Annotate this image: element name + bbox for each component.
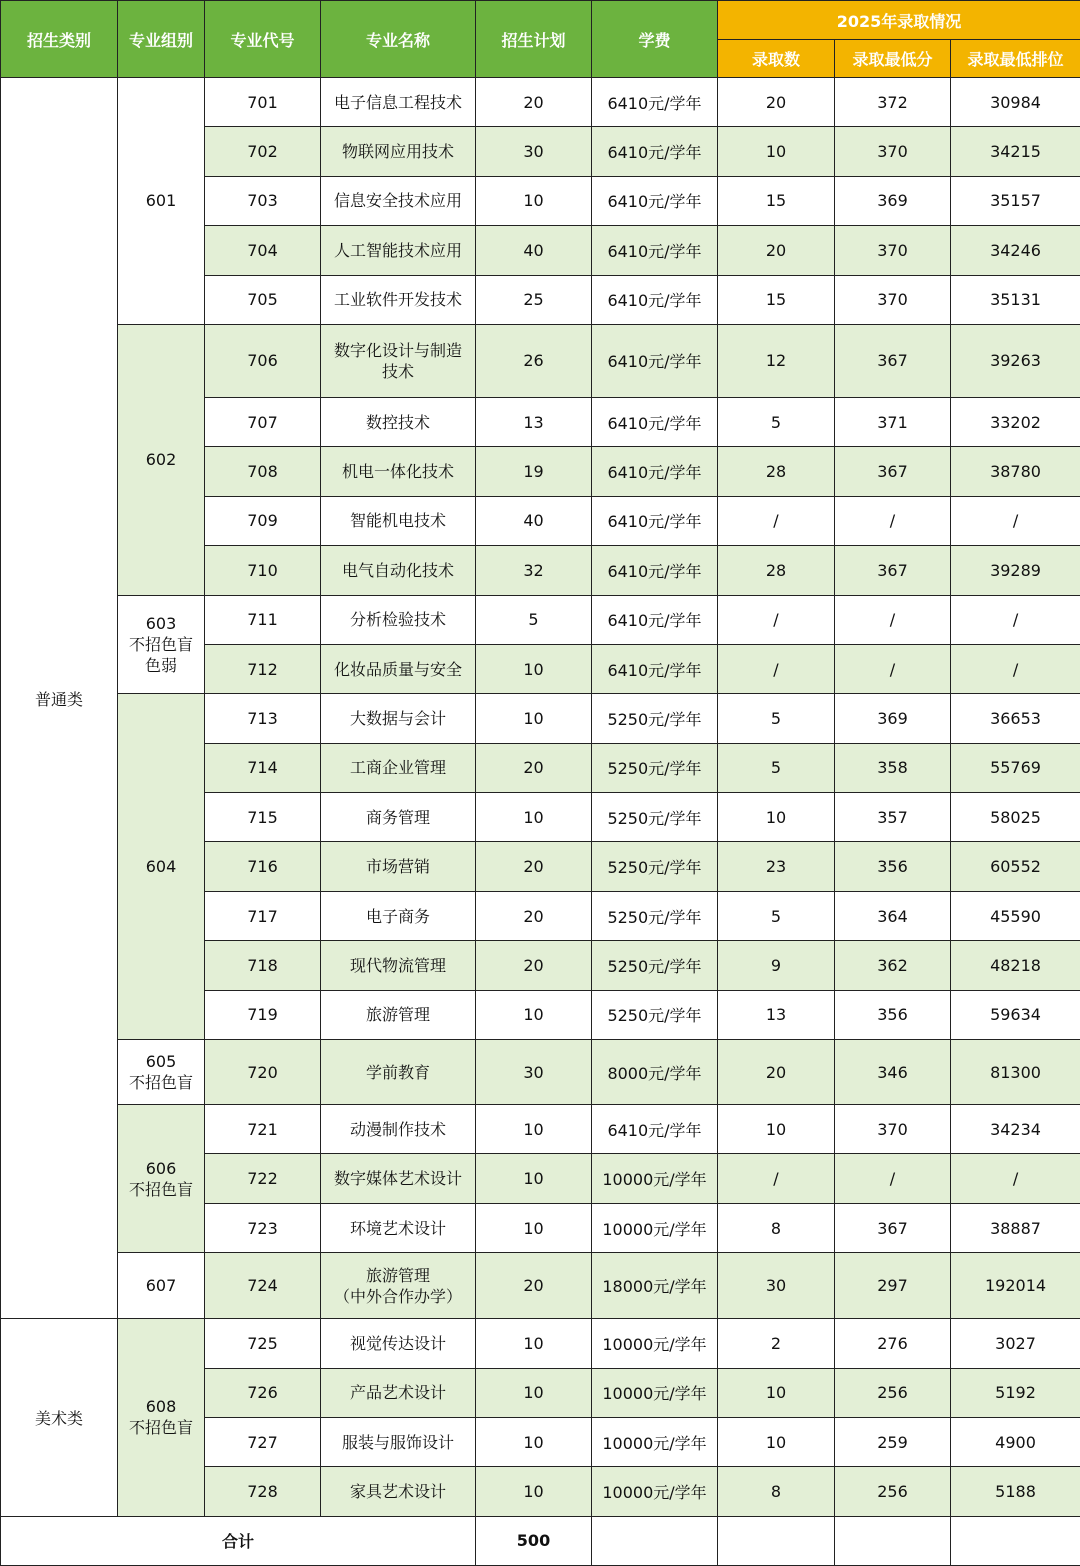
major-name-line: 大数据与会计	[323, 708, 473, 729]
plan-cell: 10	[476, 1154, 592, 1203]
admitted-cell: 30	[718, 1253, 835, 1319]
table-row	[1, 78, 1080, 127]
group-line: 603	[120, 613, 202, 634]
code-cell: 728	[205, 1467, 321, 1516]
min-rank-cell: 60552	[951, 842, 1080, 891]
code-cell: 701	[205, 78, 321, 127]
major-name-cell	[321, 275, 476, 324]
major-name-line: （中外合作办学）	[323, 1286, 473, 1307]
admitted-cell: 5	[718, 743, 835, 792]
min-score-cell: 362	[835, 941, 951, 990]
major-name-cell	[321, 324, 476, 397]
fee-cell: 6410元/学年	[592, 397, 718, 446]
admitted-cell: /	[718, 1154, 835, 1203]
major-name-cell	[321, 496, 476, 545]
major-name-line: 环境艺术设计	[323, 1218, 473, 1239]
min-rank-cell: 3027	[951, 1319, 1080, 1368]
min-rank-cell: 5192	[951, 1368, 1080, 1417]
fee-cell: 6410元/学年	[592, 176, 718, 225]
min-score-cell: 297	[835, 1253, 951, 1319]
major-name-cell	[321, 546, 476, 595]
plan-cell: 5	[476, 595, 592, 644]
major-name-line: 商务管理	[323, 807, 473, 828]
plan-cell: 25	[476, 275, 592, 324]
major-name-cell	[321, 1319, 476, 1368]
min-score-cell: 370	[835, 127, 951, 176]
code-cell: 724	[205, 1253, 321, 1319]
min-rank-cell: 38887	[951, 1203, 1080, 1252]
plan-cell: 40	[476, 226, 592, 275]
min-score-cell: 367	[835, 447, 951, 496]
major-name-line: 家具艺术设计	[323, 1481, 473, 1502]
min-score-cell: 370	[835, 226, 951, 275]
min-score-cell: /	[835, 1154, 951, 1203]
plan-cell: 10	[476, 1105, 592, 1154]
admitted-cell: 5	[718, 891, 835, 940]
table-row	[1, 1105, 1080, 1154]
table-row	[1, 694, 1080, 743]
min-score-cell: 370	[835, 275, 951, 324]
min-score-cell: 367	[835, 324, 951, 397]
major-name-cell	[321, 1253, 476, 1319]
admitted-cell: 5	[718, 397, 835, 446]
min-rank-cell: 192014	[951, 1253, 1080, 1319]
min-rank-cell: /	[951, 595, 1080, 644]
fee-cell: 6410元/学年	[592, 324, 718, 397]
plan-cell: 10	[476, 793, 592, 842]
plan-cell: 10	[476, 1368, 592, 1417]
plan-cell: 20	[476, 891, 592, 940]
min-rank-cell: 58025	[951, 793, 1080, 842]
fee-cell: 5250元/学年	[592, 743, 718, 792]
admitted-cell: 28	[718, 546, 835, 595]
code-cell: 725	[205, 1319, 321, 1368]
major-name-line: 电子商务	[323, 906, 473, 927]
group-line: 不招色盲	[120, 1179, 202, 1200]
major-name-line: 人工智能技术应用	[323, 240, 473, 261]
code-cell: 716	[205, 842, 321, 891]
major-name-cell	[321, 1467, 476, 1516]
major-name-line: 物联网应用技术	[323, 141, 473, 162]
header-min-rank: 录取最低排位	[951, 40, 1080, 78]
fee-cell: 6410元/学年	[592, 78, 718, 127]
table-row	[1, 1253, 1080, 1319]
group-line: 604	[120, 856, 202, 877]
admitted-cell: 20	[718, 78, 835, 127]
major-name-cell	[321, 793, 476, 842]
header-min-score: 录取最低分	[835, 40, 951, 78]
group-cell	[118, 1105, 205, 1253]
min-score-cell: 369	[835, 694, 951, 743]
group-cell	[118, 78, 205, 325]
min-score-cell: 372	[835, 78, 951, 127]
total-empty-cell	[835, 1516, 951, 1565]
major-name-cell	[321, 176, 476, 225]
group-cell	[118, 1040, 205, 1105]
min-score-cell: 369	[835, 176, 951, 225]
major-name-cell	[321, 447, 476, 496]
code-cell: 715	[205, 793, 321, 842]
plan-cell: 20	[476, 78, 592, 127]
fee-cell: 6410元/学年	[592, 496, 718, 545]
major-name-cell	[321, 891, 476, 940]
admitted-cell: 10	[718, 127, 835, 176]
min-rank-cell: 35131	[951, 275, 1080, 324]
header-fee: 学费	[592, 1, 718, 78]
category-cell: 普通类	[1, 78, 118, 1319]
admitted-cell: 10	[718, 1368, 835, 1417]
major-name-line: 电子信息工程技术	[323, 92, 473, 113]
header-code: 专业代号	[205, 1, 321, 78]
fee-cell: 6410元/学年	[592, 275, 718, 324]
fee-cell: 6410元/学年	[592, 447, 718, 496]
min-rank-cell: 39289	[951, 546, 1080, 595]
min-score-cell: 256	[835, 1467, 951, 1516]
major-name-cell	[321, 644, 476, 693]
plan-cell: 10	[476, 990, 592, 1039]
fee-cell: 10000元/学年	[592, 1368, 718, 1417]
plan-cell: 10	[476, 1203, 592, 1252]
code-cell: 704	[205, 226, 321, 275]
table-body	[1, 78, 1080, 1517]
category-cell: 美术类	[1, 1319, 118, 1517]
total-empty-cell	[718, 1516, 835, 1565]
major-name-cell	[321, 743, 476, 792]
group-cell	[118, 595, 205, 694]
group-cell	[118, 324, 205, 595]
group-line: 606	[120, 1158, 202, 1179]
table-row	[1, 324, 1080, 397]
code-cell: 718	[205, 941, 321, 990]
plan-cell: 10	[476, 1319, 592, 1368]
admitted-cell: 5	[718, 694, 835, 743]
min-rank-cell: 34246	[951, 226, 1080, 275]
min-rank-cell: 4900	[951, 1417, 1080, 1466]
major-name-cell	[321, 941, 476, 990]
admitted-cell: 20	[718, 1040, 835, 1105]
plan-cell: 10	[476, 694, 592, 743]
header-result-title: 2025年录取情况	[718, 1, 1080, 40]
group-line: 607	[120, 1275, 202, 1296]
major-name-line: 视觉传达设计	[323, 1333, 473, 1354]
admitted-cell: 15	[718, 275, 835, 324]
code-cell: 702	[205, 127, 321, 176]
min-score-cell: /	[835, 496, 951, 545]
code-cell: 711	[205, 595, 321, 644]
min-rank-cell: 36653	[951, 694, 1080, 743]
plan-cell: 10	[476, 1467, 592, 1516]
fee-cell: 5250元/学年	[592, 891, 718, 940]
min-rank-cell: 48218	[951, 941, 1080, 990]
code-cell: 726	[205, 1368, 321, 1417]
group-cell	[118, 1253, 205, 1319]
major-name-line: 学前教育	[323, 1062, 473, 1083]
major-name-cell	[321, 694, 476, 743]
min-rank-cell: 34215	[951, 127, 1080, 176]
code-cell: 710	[205, 546, 321, 595]
header-category: 招生类别	[1, 1, 118, 78]
table-footer	[1, 1516, 1080, 1565]
group-cell	[118, 1319, 205, 1517]
major-name-cell	[321, 397, 476, 446]
group-line: 608	[120, 1396, 202, 1417]
major-name-cell	[321, 1154, 476, 1203]
admitted-cell: 9	[718, 941, 835, 990]
major-name-cell	[321, 127, 476, 176]
major-name-line: 机电一体化技术	[323, 461, 473, 482]
code-cell: 709	[205, 496, 321, 545]
code-cell: 720	[205, 1040, 321, 1105]
min-rank-cell: 81300	[951, 1040, 1080, 1105]
code-cell: 717	[205, 891, 321, 940]
min-rank-cell: 34234	[951, 1105, 1080, 1154]
admitted-cell: 10	[718, 793, 835, 842]
fee-cell: 5250元/学年	[592, 694, 718, 743]
min-score-cell: 259	[835, 1417, 951, 1466]
major-name-cell	[321, 1040, 476, 1105]
min-rank-cell: 33202	[951, 397, 1080, 446]
major-name-cell	[321, 1105, 476, 1154]
min-score-cell: 276	[835, 1319, 951, 1368]
total-label: 合计	[1, 1516, 476, 1565]
plan-cell: 19	[476, 447, 592, 496]
code-cell: 722	[205, 1154, 321, 1203]
fee-cell: 10000元/学年	[592, 1467, 718, 1516]
total-empty-cell	[592, 1516, 718, 1565]
fee-cell: 6410元/学年	[592, 127, 718, 176]
min-score-cell: 356	[835, 990, 951, 1039]
fee-cell: 10000元/学年	[592, 1154, 718, 1203]
major-name-line: 数控技术	[323, 412, 473, 433]
major-name-line: 工商企业管理	[323, 757, 473, 778]
header-admitted: 录取数	[718, 40, 835, 78]
admitted-cell: 23	[718, 842, 835, 891]
major-name-cell	[321, 226, 476, 275]
header-name: 专业名称	[321, 1, 476, 78]
min-rank-cell: 30984	[951, 78, 1080, 127]
group-line: 605	[120, 1051, 202, 1072]
admitted-cell: 28	[718, 447, 835, 496]
min-score-cell: 256	[835, 1368, 951, 1417]
major-name-line: 现代物流管理	[323, 955, 473, 976]
major-name-line: 分析检验技术	[323, 609, 473, 630]
plan-cell: 20	[476, 743, 592, 792]
major-name-cell	[321, 842, 476, 891]
min-score-cell: /	[835, 644, 951, 693]
min-rank-cell: 5188	[951, 1467, 1080, 1516]
admitted-cell: 20	[718, 226, 835, 275]
fee-cell: 10000元/学年	[592, 1417, 718, 1466]
admitted-cell: 2	[718, 1319, 835, 1368]
major-name-line: 产品艺术设计	[323, 1382, 473, 1403]
admitted-cell: 8	[718, 1203, 835, 1252]
fee-cell: 6410元/学年	[592, 1105, 718, 1154]
admitted-cell: /	[718, 644, 835, 693]
plan-cell: 40	[476, 496, 592, 545]
major-name-line: 市场营销	[323, 856, 473, 877]
min-rank-cell: 39263	[951, 324, 1080, 397]
major-name-line: 数字化设计与制造	[323, 340, 473, 361]
major-name-cell	[321, 1203, 476, 1252]
table-row	[1, 1040, 1080, 1105]
min-rank-cell: 45590	[951, 891, 1080, 940]
major-name-line: 智能机电技术	[323, 510, 473, 531]
min-rank-cell: 38780	[951, 447, 1080, 496]
min-score-cell: 356	[835, 842, 951, 891]
plan-cell: 30	[476, 127, 592, 176]
major-name-line: 工业软件开发技术	[323, 289, 473, 310]
table-row	[1, 595, 1080, 644]
admitted-cell: 15	[718, 176, 835, 225]
fee-cell: 5250元/学年	[592, 842, 718, 891]
min-rank-cell: 55769	[951, 743, 1080, 792]
major-name-line: 化妆品质量与安全	[323, 659, 473, 680]
plan-cell: 13	[476, 397, 592, 446]
code-cell: 727	[205, 1417, 321, 1466]
code-cell: 707	[205, 397, 321, 446]
min-score-cell: 358	[835, 743, 951, 792]
major-name-line: 服装与服饰设计	[323, 1432, 473, 1453]
fee-cell: 6410元/学年	[592, 226, 718, 275]
admitted-cell: /	[718, 595, 835, 644]
code-cell: 706	[205, 324, 321, 397]
code-cell: 713	[205, 694, 321, 743]
code-cell: 705	[205, 275, 321, 324]
major-name-cell	[321, 1417, 476, 1466]
admitted-cell: 10	[718, 1105, 835, 1154]
header-group: 专业组别	[118, 1, 205, 78]
fee-cell: 6410元/学年	[592, 644, 718, 693]
major-name-line: 动漫制作技术	[323, 1119, 473, 1140]
admitted-cell: /	[718, 496, 835, 545]
plan-cell: 10	[476, 1417, 592, 1466]
code-cell: 712	[205, 644, 321, 693]
total-row	[1, 1516, 1080, 1565]
group-line: 602	[120, 449, 202, 470]
code-cell: 714	[205, 743, 321, 792]
min-rank-cell: /	[951, 496, 1080, 545]
code-cell: 723	[205, 1203, 321, 1252]
admitted-cell: 8	[718, 1467, 835, 1516]
fee-cell: 5250元/学年	[592, 793, 718, 842]
plan-cell: 26	[476, 324, 592, 397]
total-plan: 500	[476, 1516, 592, 1565]
plan-cell: 10	[476, 644, 592, 693]
fee-cell: 10000元/学年	[592, 1203, 718, 1252]
min-rank-cell: 59634	[951, 990, 1080, 1039]
min-score-cell: 357	[835, 793, 951, 842]
major-name-line: 信息安全技术应用	[323, 190, 473, 211]
group-cell	[118, 694, 205, 1040]
plan-cell: 32	[476, 546, 592, 595]
min-score-cell: 364	[835, 891, 951, 940]
table-header	[1, 1, 1080, 78]
min-score-cell: 371	[835, 397, 951, 446]
group-line: 不招色盲	[120, 1417, 202, 1438]
fee-cell: 18000元/学年	[592, 1253, 718, 1319]
fee-cell: 6410元/学年	[592, 546, 718, 595]
min-score-cell: 346	[835, 1040, 951, 1105]
min-rank-cell: /	[951, 644, 1080, 693]
major-name-line: 旅游管理	[323, 1265, 473, 1286]
min-score-cell: 367	[835, 546, 951, 595]
major-name-cell	[321, 990, 476, 1039]
group-line: 不招色盲	[120, 1072, 202, 1093]
code-cell: 703	[205, 176, 321, 225]
code-cell: 708	[205, 447, 321, 496]
fee-cell: 5250元/学年	[592, 990, 718, 1039]
plan-cell: 10	[476, 176, 592, 225]
fee-cell: 10000元/学年	[592, 1319, 718, 1368]
min-score-cell: 367	[835, 1203, 951, 1252]
plan-cell: 30	[476, 1040, 592, 1105]
min-rank-cell: 35157	[951, 176, 1080, 225]
major-name-cell	[321, 78, 476, 127]
code-cell: 721	[205, 1105, 321, 1154]
min-score-cell: /	[835, 595, 951, 644]
fee-cell: 6410元/学年	[592, 595, 718, 644]
major-name-line: 旅游管理	[323, 1004, 473, 1025]
plan-cell: 20	[476, 842, 592, 891]
plan-cell: 20	[476, 1253, 592, 1319]
major-name-line: 电气自动化技术	[323, 560, 473, 581]
fee-cell: 5250元/学年	[592, 941, 718, 990]
total-empty-cell	[951, 1516, 1080, 1565]
admitted-cell: 13	[718, 990, 835, 1039]
plan-cell: 20	[476, 941, 592, 990]
major-name-line: 技术	[323, 361, 473, 382]
admitted-cell: 10	[718, 1417, 835, 1466]
min-rank-cell: /	[951, 1154, 1080, 1203]
major-name-cell	[321, 595, 476, 644]
group-line: 不招色盲	[120, 634, 202, 655]
group-line: 601	[120, 190, 202, 211]
code-cell: 719	[205, 990, 321, 1039]
table-row	[1, 1319, 1080, 1368]
min-score-cell: 370	[835, 1105, 951, 1154]
group-line: 色弱	[120, 655, 202, 676]
fee-cell: 8000元/学年	[592, 1040, 718, 1105]
major-name-cell	[321, 1368, 476, 1417]
header-plan: 招生计划	[476, 1, 592, 78]
major-name-line: 数字媒体艺术设计	[323, 1168, 473, 1189]
admitted-cell: 12	[718, 324, 835, 397]
